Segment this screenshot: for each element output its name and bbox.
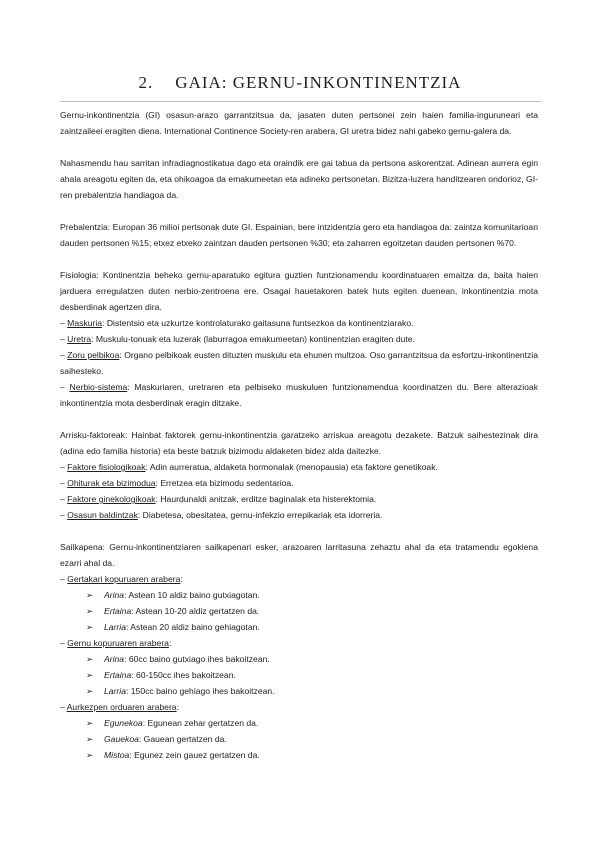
item-text: : Distentsio eta uzkurtze kontrolaturako gaitasuna funtsezkoa da kontinentziarako. (102, 318, 414, 328)
item-text: : Organo pelbikoak eusten dituzten muskulu eta ehunen multzoa. Oso garrantzitsua da esfortzu-inkontinentzia saihesteko. (60, 350, 538, 376)
group-colon: : (180, 574, 183, 584)
classification-subitem (60, 715, 538, 731)
list-dash: – (60, 702, 65, 712)
classification-subitem (60, 731, 538, 747)
group-label: Gernu kopuruaren arabera (67, 638, 169, 648)
term-faktore-fisiologikoak: Faktore fisiologikoak (67, 462, 146, 472)
group-label: Gertakari kopuruaren arabera (67, 574, 181, 584)
item-text: : Astean 10 aldiz baino gutxiagotan. (124, 590, 260, 600)
list-dash: – (60, 382, 65, 392)
term-maskuria: Maskuria (67, 318, 103, 328)
list-dash: – (60, 334, 65, 344)
classification-group-heading (60, 699, 538, 715)
arrow-bullet-icon: ➢ (86, 750, 94, 760)
classification-section (60, 539, 538, 763)
arrow-bullet-icon: ➢ (86, 734, 94, 744)
document-body (60, 107, 538, 763)
severity-term: Larria (104, 686, 126, 696)
risk-factors-section (60, 427, 538, 523)
list-dash: – (60, 510, 65, 520)
term-faktore-ginekologikoak: Faktore ginekologikoak (67, 494, 156, 504)
severity-term: Ertaina (104, 606, 132, 616)
physiology-item (60, 315, 538, 331)
term-osasun-baldintzak: Osasun baldintzak (67, 510, 138, 520)
item-text: : Muskulu-tonuak eta luzerak (laburragoa emakumeetan) kontinentzian eragiten dute. (91, 334, 415, 344)
risk-item (60, 507, 538, 523)
item-text: : Maskuriaren, uretraren eta pelbiseko muskuluen funtzionamendua koordinatzen du. Bere alterazioak inkontinentzia mota desberdinak eragin ditzake. (60, 382, 538, 408)
classification-group-heading (60, 635, 538, 651)
list-dash: – (60, 638, 65, 648)
severity-term: Arina (104, 590, 125, 600)
term-zoru-pelbikoa: Zoru pelbikoa (67, 350, 120, 360)
term-uretra: Uretra (67, 334, 92, 344)
classification-subitem (60, 683, 538, 699)
classification-group-heading (60, 571, 538, 587)
arrow-bullet-icon: ➢ (86, 718, 94, 728)
list-dash: – (60, 494, 65, 504)
group-colon: : (176, 702, 179, 712)
arrow-bullet-icon: ➢ (86, 686, 94, 696)
term-nerbio-sistema: Nerbio-sistema (69, 382, 128, 392)
classification-subitem (60, 603, 538, 619)
item-text: : Astean 10-20 aldiz gertatzen da. (131, 606, 260, 616)
underdiagnosis-paragraph: Nahasmendu hau sarritan infradiagnostikatua dago eta oraindik ere gai tabua da pertsona askorentzat. Adinean aurrera egin ahala areagotu egiten da, eta ohikoagoa da emakumeetan eta adineko pertsonetan. Bizitza-luzera handitzearen ondorioz, GI-ren prebalentzia handiagoa da. (60, 158, 538, 200)
classification-subitem (60, 667, 538, 683)
item-text: : Erretzea eta bizimodu sedentarioa. (155, 478, 294, 488)
group-colon: : (168, 638, 172, 648)
item-text: : 60cc baino gutxiago ihes bakoitzean. (124, 654, 270, 664)
risk-item (60, 475, 538, 491)
item-text: : 60-150cc ihes bakoitzean. (131, 670, 236, 680)
timing-term: Gauekoa (104, 734, 139, 744)
title-divider (60, 101, 541, 102)
physiology-item (60, 379, 538, 411)
arrow-bullet-icon: ➢ (86, 590, 94, 600)
arrow-bullet-icon: ➢ (86, 622, 94, 632)
group-label: Aurkezpen orduaren arabera (66, 702, 177, 712)
list-dash: – (60, 350, 65, 360)
arrow-bullet-icon: ➢ (86, 654, 94, 664)
physiology-item (60, 347, 538, 379)
classification-subitem (60, 587, 538, 603)
severity-term: Arina (104, 654, 125, 664)
chapter-title: GAIA: GERNU-INKONTINENTZIA (175, 73, 462, 92)
arrow-bullet-icon: ➢ (86, 606, 94, 616)
physiology-section (60, 267, 538, 411)
risk-item (60, 491, 538, 507)
severity-term: Ertaina (104, 670, 132, 680)
classification-subitem (60, 651, 538, 667)
arrow-bullet-icon: ➢ (86, 670, 94, 680)
item-text: : Astean 20 aldiz baino gehiagotan. (125, 622, 260, 632)
risk-factors-intro: Arrisku-faktoreak: Hainbat faktorek gernu-inkontinentzia garatzeko arriskua areagotu dezakete. Batzuk saihestezinak dira (adina edo familia historia) eta beste batzuk bizimodu aldaketen bidez alda daitezke. (60, 430, 538, 456)
risk-item (60, 459, 538, 475)
item-text: : 150cc baino gehiago ihes bakoitzean. (125, 686, 275, 696)
item-text: : Gauean gertatzen da. (138, 734, 227, 744)
item-text: : Haurdunaldi anitzak, erditze baginalak eta histerektomia. (155, 494, 377, 504)
classification-subitem (60, 619, 538, 635)
list-dash: – (60, 462, 65, 472)
prevalence-paragraph: Prebalentzia: Europan 36 milioi pertsonak dute GI. Espainian, bere intzidentzia gero eta handiagoa da: zaintza komunitarioan dauden pertsonen %15; etxez etxeko zaintzan dauden pertsonen %30; eta zaharren egoitzetan dauden pertsonen %70. (60, 222, 538, 248)
item-text: : Egunez zein gauez gertatzen da. (129, 750, 260, 760)
item-text: : Adin aurreratua, aldaketa hormonalak (menopausia) eta faktore genetikoak. (145, 462, 438, 472)
classification-subitem (60, 747, 538, 763)
list-dash: – (60, 574, 65, 584)
term-ohiturak: Ohiturak eta bizimodua (67, 478, 156, 488)
chapter-number: 2. (138, 73, 154, 92)
list-dash: – (60, 478, 65, 488)
item-text: : Diabetesa, obesitatea, gernu-infekzio errepikariak eta idorreria. (137, 510, 383, 520)
physiology-intro: Fisiologia: Kontinentzia beheko gernu-aparatuko egitura guztien funtzionamendu koordinatuaren emaitza da, baita haien jarduera erregulatzen duten nerbio-zentroena ere. Osagai hauetakoren batek huts egiten duenean, inkontinentzia mota desberdinak agertzen dira. (60, 270, 538, 312)
intro-paragraph: Gernu-inkontinentzia (GI) osasun-arazo garrantzitsua da, jasaten duten pertsonei zein haien familia-inguruneari eta zaintzaileei eragiten diena. International Continence Society-ren arabera, GI uretra bidez nahi gabeko gernu-galera da. (60, 110, 538, 136)
physiology-item (60, 331, 538, 347)
timing-term: Mistoa (104, 750, 130, 760)
item-text: : Egunean zehar gertatzen da. (142, 718, 259, 728)
list-dash: – (60, 318, 65, 328)
page-title (0, 72, 600, 94)
classification-intro: Sailkapena: Gernu-inkontinentziaren sailkapenari esker, arazoaren larritasuna zehaztu ahal da eta tratamendu egokiena ezarri ahal da. (60, 542, 538, 568)
severity-term: Larria (104, 622, 126, 632)
timing-term: Egunekoa (104, 718, 143, 728)
